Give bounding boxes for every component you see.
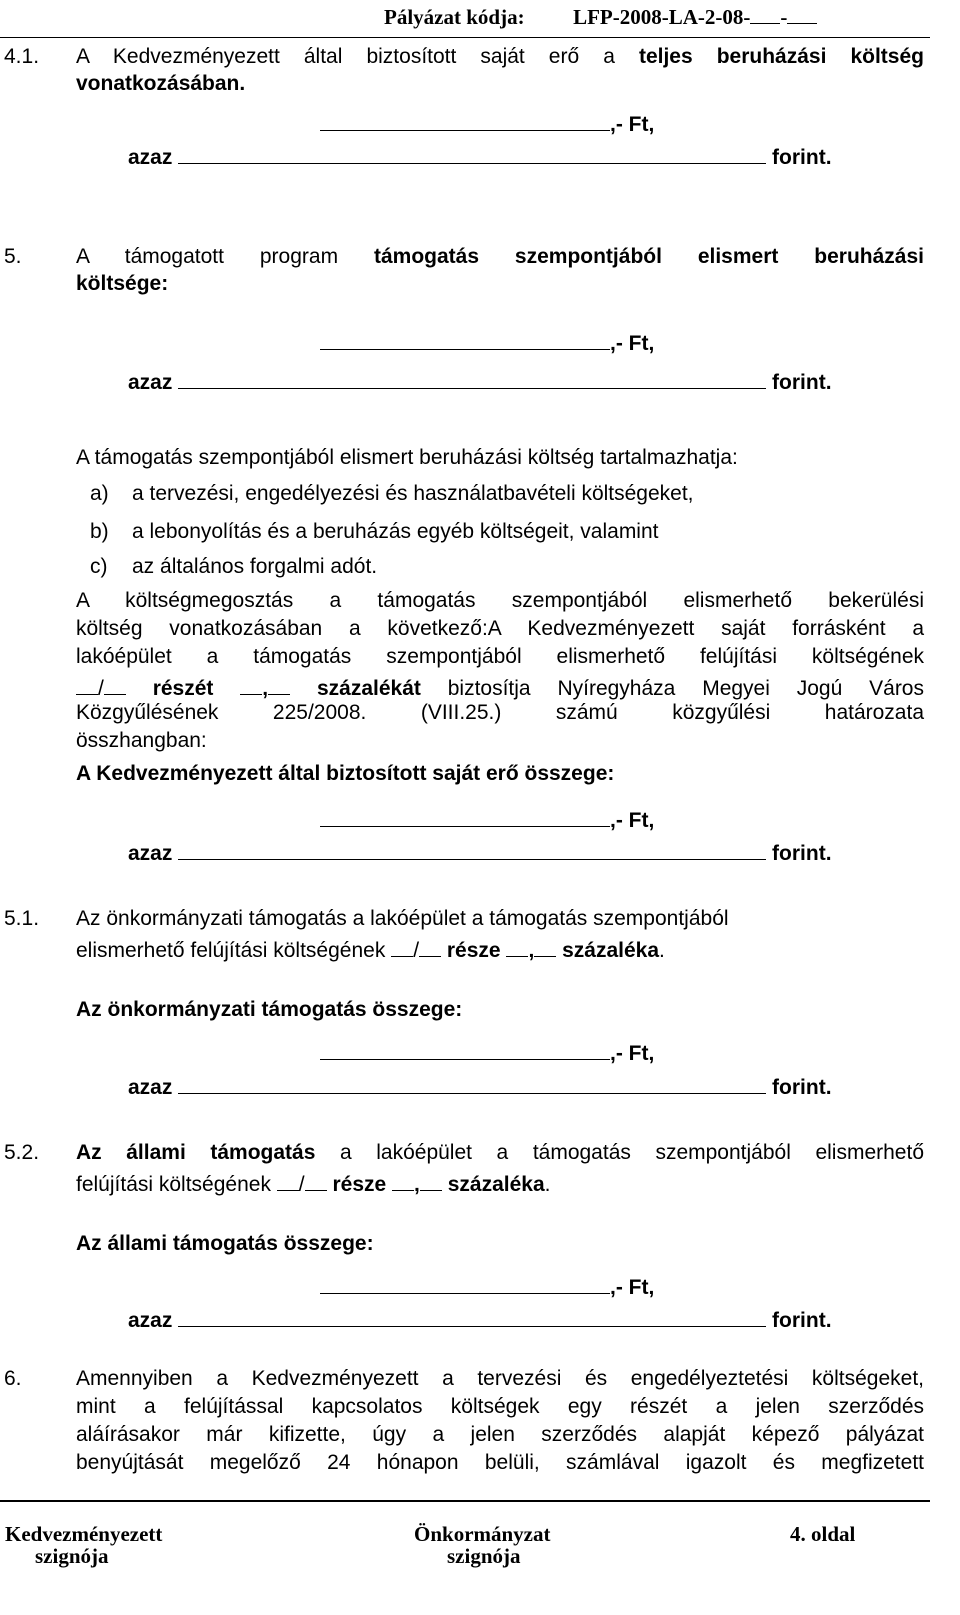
amount-ft-line: ,- Ft, [320, 1038, 654, 1066]
amount-words-line: azaz forint. [128, 1305, 832, 1333]
footer-left-2: szignója [35, 1544, 109, 1568]
split-line6: összhangban: [76, 729, 207, 752]
amount-words-line: azaz forint. [128, 367, 832, 395]
split-line3: lakóépület a támogatás szempontjából elismerhető felújítási költségének [76, 645, 924, 668]
sec52-heading: Az állami támogatás összege: [76, 1232, 374, 1255]
sec6-line4: benyújtását megelőző 24 hónapon belüli, számlával igazolt és megfizetett [76, 1451, 924, 1474]
header-sep: - [780, 5, 788, 29]
split-line4: / részét , százalékát biztosítja Nyíregyháza Megyei Jogú Város [76, 673, 924, 701]
split-line2: költség vonatkozásában a következő:A Kedvezményezett saját forrásként a [76, 617, 924, 640]
sec52-num: 5.2. [4, 1141, 40, 1164]
list-item-b: b) a lebonyolítás és a beruházás egyéb költségeit, valamint [90, 520, 659, 543]
sec6-line3: aláírásakor már kifizette, úgy a jelen szerződés alapját képező pályázat [76, 1423, 924, 1446]
words-blank [178, 142, 766, 164]
sec5-line1: A támogatott program támogatás szempontjából elismert beruházási [76, 245, 924, 268]
amount-ft-line: ,- Ft, [320, 1272, 654, 1300]
header-label: Pályázat kódja: [384, 5, 525, 29]
footer-rule [0, 1500, 930, 1502]
footer-left-1: Kedvezményezett [5, 1522, 163, 1546]
amount-words-line: azaz forint. [128, 1072, 832, 1100]
amount-words-line: azaz forint. [128, 142, 832, 170]
sec41-line1: A Kedvezményezett által biztosított saját erő a teljes beruházási költség [76, 45, 924, 68]
code-blank-1 [750, 2, 780, 24]
split-line1: A költségmegosztás a támogatás szempontjából elismerhető bekerülési [76, 589, 924, 612]
header-code: LFP-2008-LA-2-08- [573, 5, 751, 29]
footer-mid-2: szignója [447, 1544, 521, 1568]
contains-intro: A támogatás szempontjából elismert beruházási költség tartalmazhatja: [76, 446, 738, 469]
split-line5: Közgyűlésének 225/2008. (VIII.25.) számú közgyűlési határozata [76, 701, 924, 724]
list-item-c: c) az általános forgalmi adót. [90, 555, 378, 578]
sec52-line1: Az állami támogatás a lakóépület a támogatás szempontjából elismerhető [76, 1141, 924, 1164]
sec51-heading: Az önkormányzati támogatás összege: [76, 998, 463, 1021]
list-item-a: a) a tervezési, engedélyezési és használatbavételi költségeket, [90, 482, 694, 505]
sec5-num: 5. [4, 245, 22, 268]
sec6-line1: Amennyiben a Kedvezményezett a tervezési és engedélyeztetési költségeket, [76, 1367, 924, 1390]
sec41-line2: vonatkozásában. [76, 72, 246, 95]
sec6-num: 6. [4, 1367, 22, 1390]
sec51-num: 5.1. [4, 907, 40, 930]
header-rule [0, 37, 930, 38]
footer-mid-1: Önkormányzat [414, 1522, 551, 1546]
amount-blank [320, 109, 610, 131]
sec51-line2: elismerhető felújítási költségének / része , százaléka. [76, 935, 665, 963]
code-blank-2 [787, 2, 817, 24]
sec51-line1: Az önkormányzati támogatás a lakóépület a támogatás szempontjából [76, 907, 729, 930]
sec6-line2: mint a felújítással kapcsolatos költségek egy részét a jelen szerződés [76, 1395, 924, 1418]
split-heading: A Kedvezményezett által biztosított saját erő összege: [76, 762, 615, 785]
amount-words-line: azaz forint. [128, 838, 832, 866]
amount-ft-line: ,- Ft, [320, 328, 654, 356]
amount-ft-line: ,- Ft, [320, 109, 654, 137]
amount-ft-line: ,- Ft, [320, 805, 654, 833]
header [384, 2, 817, 30]
sec5-line2: költsége: [76, 272, 169, 295]
footer-page: 4. oldal [790, 1522, 856, 1546]
sec41-num: 4.1. [4, 45, 40, 68]
sec52-line2: felújítási költségének / része , százaléka. [76, 1169, 551, 1197]
